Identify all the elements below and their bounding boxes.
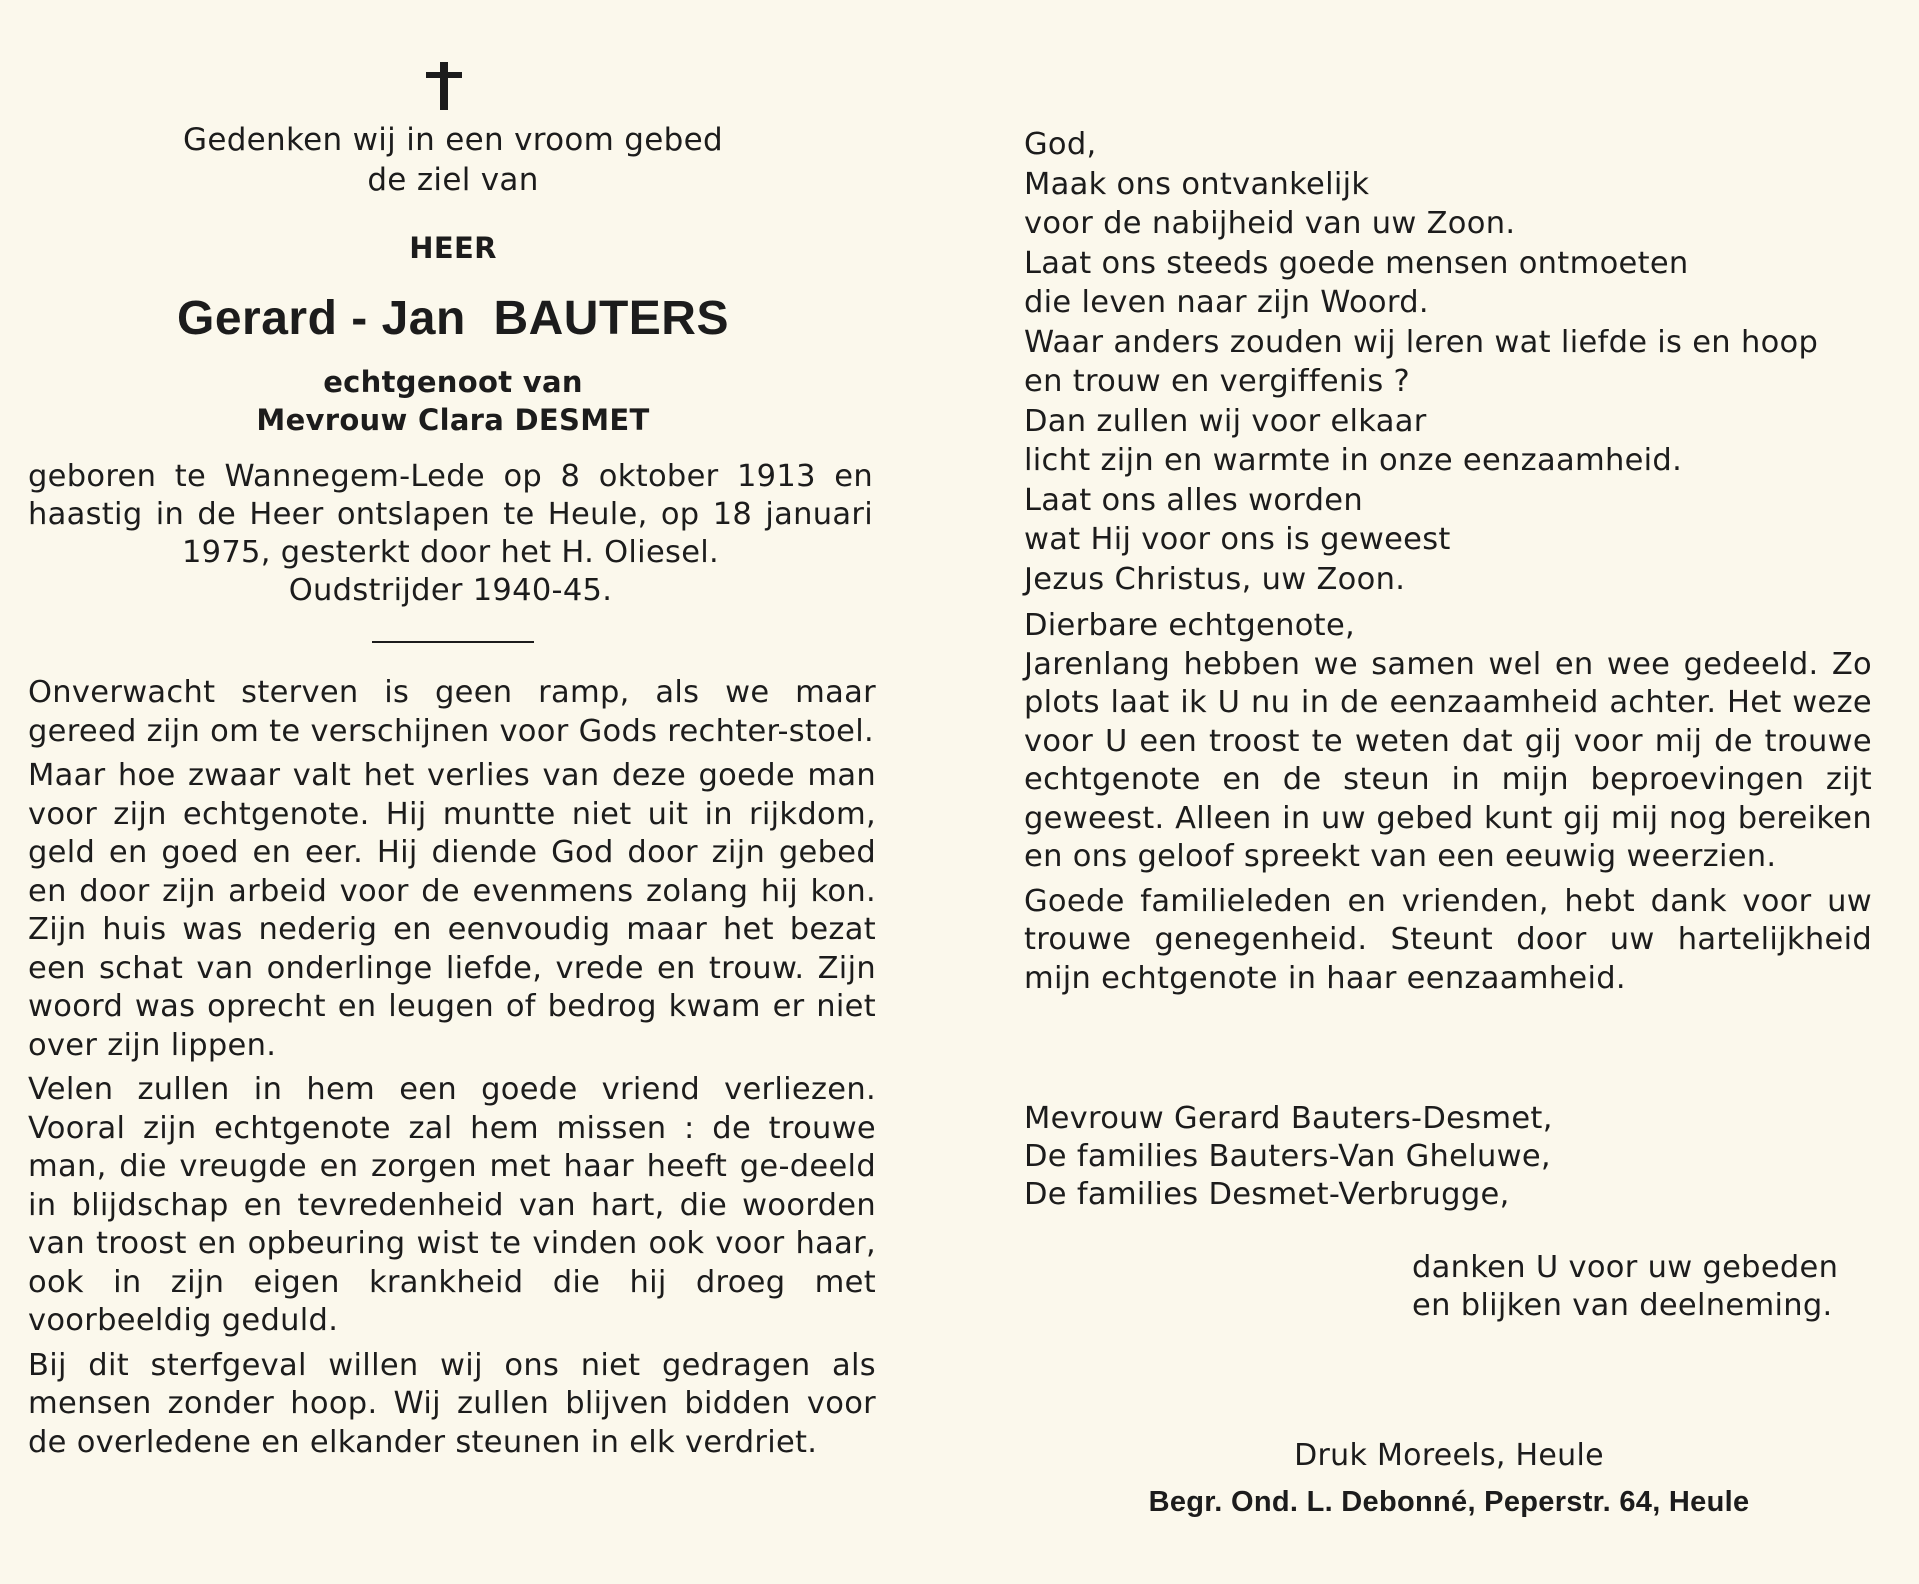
prayer-line: Laat ons steeds goede mensen ontmoeten: [1024, 245, 1689, 281]
prayer-line: wat Hij voor ons is geweest: [1024, 522, 1451, 557]
prayer-line: en trouw en vergiffenis ?: [1024, 364, 1411, 399]
birth-text-end: 1975, gesterkt door het H. Oliesel.: [181, 535, 720, 570]
thanks-line-1: danken U voor uw gebeden: [1412, 1250, 1839, 1285]
prayer-line: voor de nabijheid van uw Zoon.: [1024, 206, 1516, 241]
prayer-line: die leven naar zijn Woord.: [1024, 285, 1429, 320]
spouse-farewell: [1024, 606, 1872, 1004]
thanks: [1412, 1249, 1872, 1325]
prayer-line: God,: [1024, 127, 1097, 162]
printer-block: [1024, 1433, 1874, 1525]
eulogy-paragraph-1: Onverwacht sterven is geen ramp, als we maar gereed zijn om te verschijnen voor Gods rechter-stoel.: [28, 675, 876, 749]
undertaker: Begr. Ond. L. Debonné, Peperstr. 64, Heule: [1148, 1486, 1750, 1518]
prayer-line: Maak ons ontvankelijk: [1024, 166, 1370, 202]
spouse-salutation: Dierbare echtgenote,: [1024, 608, 1356, 643]
printer-name: Druk Moreels, Heule: [1294, 1438, 1604, 1473]
birth-text: geboren te Wannegem-Lede op 8 oktober 1913 en haastig in de Heer ontslapen te Heule, op 18 januari: [28, 459, 873, 532]
spouse-block: [28, 363, 878, 439]
signatory: Mevrouw Gerard Bauters-Desmet,: [1024, 1101, 1553, 1136]
birth-block: [28, 458, 873, 610]
spouse-line-1: echtgenoot van: [323, 365, 583, 399]
eulogy-paragraph-2: Maar hoe zwaar valt het verlies van deze goede man voor zijn echtgenote. Hij muntte niet uit in rijkdom, geld en goed en eer. Hij diende God door zijn gebed en door zijn arbeid voor de evenmens zolang hij kon. Zijn huis was nederig en eenvoudig maar het bezat een schat van onderlinge liefde, vrede en trouw. Zijn woord was oprecht en leugen of bedrog kwam er niet over zijn lippen.: [28, 758, 876, 1063]
prayer-line: Dan zullen wij voor elkaar: [1024, 403, 1427, 439]
title-heer: HEER: [409, 231, 497, 265]
cross-icon: [424, 62, 464, 112]
intro-line-2: de ziel van: [367, 162, 539, 198]
eulogy-paragraph-4: Bij dit sterfgeval willen wij ons niet gedragen als mensen zonder hoop. Wij zullen blijven bidden voor de overledene en elkander steunen in elk verdriet.: [28, 1347, 876, 1460]
family-paragraph: Goede familieleden en vrienden, hebt dank voor uw trouwe genegenheid. Steunt door uw hartelijkheid mijn echtgenote in haar eenzaamheid.: [1024, 883, 1872, 996]
intro: [28, 120, 878, 200]
veteran-note: Oudstrijder 1940-45.: [288, 573, 613, 608]
divider: [372, 641, 534, 643]
prayer: [1024, 125, 1874, 599]
eulogy: [28, 674, 876, 1468]
prayer-line: Waar anders zouden wij leren wat liefde is en hoop: [1024, 324, 1819, 360]
spouse-paragraph: Jarenlang hebben we samen wel en wee gedeeld. Zo plots laat ik U nu in de eenzaamheid achter. Het weze voor U een troost te weten dat gij voor mij de trouwe echtgenote en de steun in mijn beproevingen zijt geweest. Alleen in uw gebed kunt gij mij nog bereiken en ons geloof spreekt van een eeuwig weerzien.: [1024, 646, 1872, 874]
prayer-line: Jezus Christus, uw Zoon.: [1024, 561, 1406, 597]
deceased-name: Gerard - Jan BAUTERS: [177, 292, 729, 345]
spouse-line-2: Mevrouw Clara DESMET: [256, 403, 650, 437]
signatory: De families Desmet-Verbrugge,: [1024, 1177, 1510, 1212]
prayer-line: licht zijn en warmte in onze eenzaamheid.: [1024, 443, 1683, 478]
prayer-line: Laat ons alles worden: [1024, 482, 1363, 518]
thanks-line-2: en blijken van deelneming.: [1412, 1288, 1833, 1323]
intro-line-1: Gedenken wij in een vroom gebed: [183, 122, 723, 158]
eulogy-paragraph-3: Velen zullen in hem een goede vriend verliezen. Vooral zijn echtgenote zal hem missen : de trouwe man, die vreugde en zorgen met haar heeft ge-deeld in blijdschap en tevredenheid van hart, die woorden van troost en opbeuring wist te vinden ook voor haar, ook in zijn eigen krankheid die hij droeg met voorbeeldig geduld.: [28, 1072, 876, 1338]
signatories: [1024, 1100, 1874, 1214]
signatory: De families Bauters-Van Gheluwe,: [1024, 1139, 1551, 1174]
